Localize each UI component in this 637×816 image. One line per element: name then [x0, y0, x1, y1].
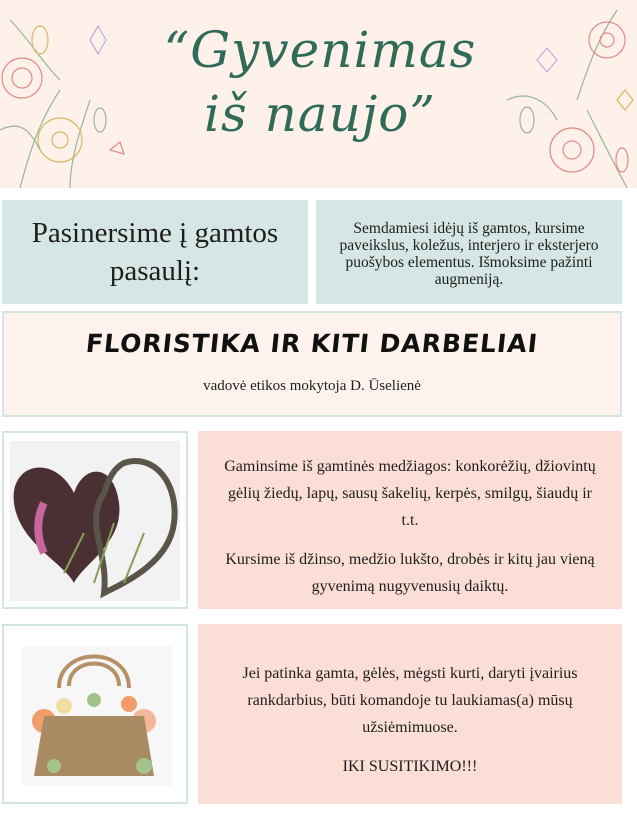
invitation-text: Jei patinka gamta, gėlės, mėgsti kurti, daryti įvairius rankdarbius, būti komandoje tu laukiamas(a) mūsų užsiėmimuose. [242, 665, 578, 736]
floral-decoration-left [0, 0, 140, 188]
flower-bag-photo [2, 624, 188, 804]
intro-description: Semdamiesi idėjų iš gamtos, kursime paveikslus, koležus, interjero ir eksterjero puošybos elementus. Išmoksime pažinti augmeniją. [339, 220, 599, 288]
activity-title: FLORISTIKA IR KITI DARBELIAI [84, 329, 540, 358]
page-title: “Gyvenimas iš naujo” [163, 21, 477, 143]
materials-text: Gaminsime iš gamtinės medžiagos: konkorėžių, džiovintų gėlių žiedų, lapų, sausų šakelių, kerpės, smilgų, šiaudų ir t.t. [224, 458, 596, 529]
activity-leader: vadovė etikos mokytoja D. Ūselienė [203, 378, 421, 394]
floral-decoration-right [497, 0, 637, 188]
intro-description-panel [316, 200, 622, 304]
activity-banner [2, 311, 622, 417]
materials-panel [198, 431, 622, 609]
intro-heading-panel [2, 200, 308, 304]
intro-heading: Pasinersime į gamtos pasaulį: [31, 217, 279, 287]
upcycling-text: Kursime iš džinso, medžio lukšto, drobės ir kitų jau vieną gyvenimą nugyvenusių daiktų. [225, 551, 595, 595]
invitation-panel [198, 624, 622, 804]
heart-wreath-photo [2, 431, 188, 609]
header-banner [0, 0, 637, 188]
closing-text: IKI SUSITIKIMO!!! [342, 758, 478, 775]
